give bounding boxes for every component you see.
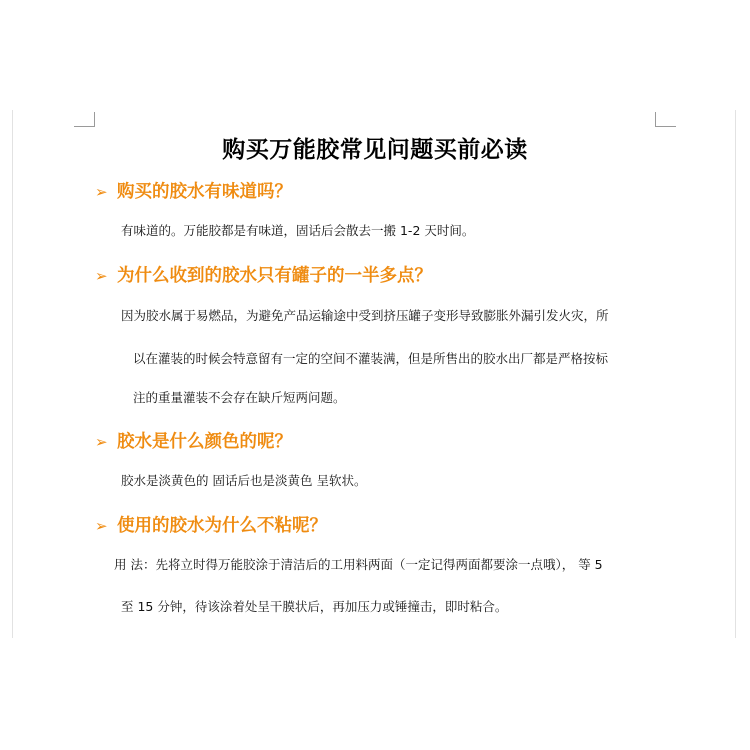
- answer-line: 以在灌装的时候会特意留有一定的空间不灌装满，但是所售出的胶水出厂都是严格按标: [133, 351, 609, 366]
- page-title: 购买万能胶常见问题买前必读: [222, 137, 528, 163]
- page-left-border: [12, 110, 13, 638]
- question-heading-2: [95, 262, 432, 287]
- answer-line: 胶水是淡黄色的 固话后也是淡黄色 呈软状。: [121, 473, 367, 488]
- arrow-bullet-icon: ➢: [95, 433, 108, 451]
- question-text: 胶水是什么颜色的呢？: [117, 432, 292, 452]
- question-text: 为什么收到的胶水只有罐子的一半多点？: [117, 266, 432, 286]
- arrow-bullet-icon: ➢: [95, 517, 108, 535]
- answer-line: 至 15 分钟，待该涂着处呈干膜状后，再加压力或锤撞击，即时粘合。: [121, 599, 508, 614]
- top-right-margin-mark: [655, 112, 676, 127]
- answer-line: 因为胶水属于易燃品，为避免产品运输途中受到挤压罐子变形导致膨胀外漏引发火灾，所: [121, 308, 609, 323]
- question-heading-3: [95, 428, 292, 453]
- answer-line: 用 法：先将立时得万能胶涂于清洁后的工用料两面（一定记得两面都要涂一点哦）， 等 5: [114, 557, 603, 572]
- arrow-bullet-icon: ➢: [95, 267, 108, 285]
- top-left-margin-mark: [74, 112, 95, 127]
- question-heading-4: [95, 512, 327, 537]
- answer-line: 有味道的。万能胶都是有味道，固话后会散去一搬 1-2 天时间。: [121, 223, 475, 238]
- answer-line: 注的重量灌装不会存在缺斤短两问题。: [133, 390, 346, 405]
- page-right-border: [735, 110, 736, 638]
- question-text: 使用的胶水为什么不粘呢？: [117, 516, 327, 536]
- arrow-bullet-icon: ➢: [95, 183, 108, 201]
- question-heading-1: [95, 178, 292, 203]
- question-text: 购买的胶水有味道吗？: [117, 182, 292, 202]
